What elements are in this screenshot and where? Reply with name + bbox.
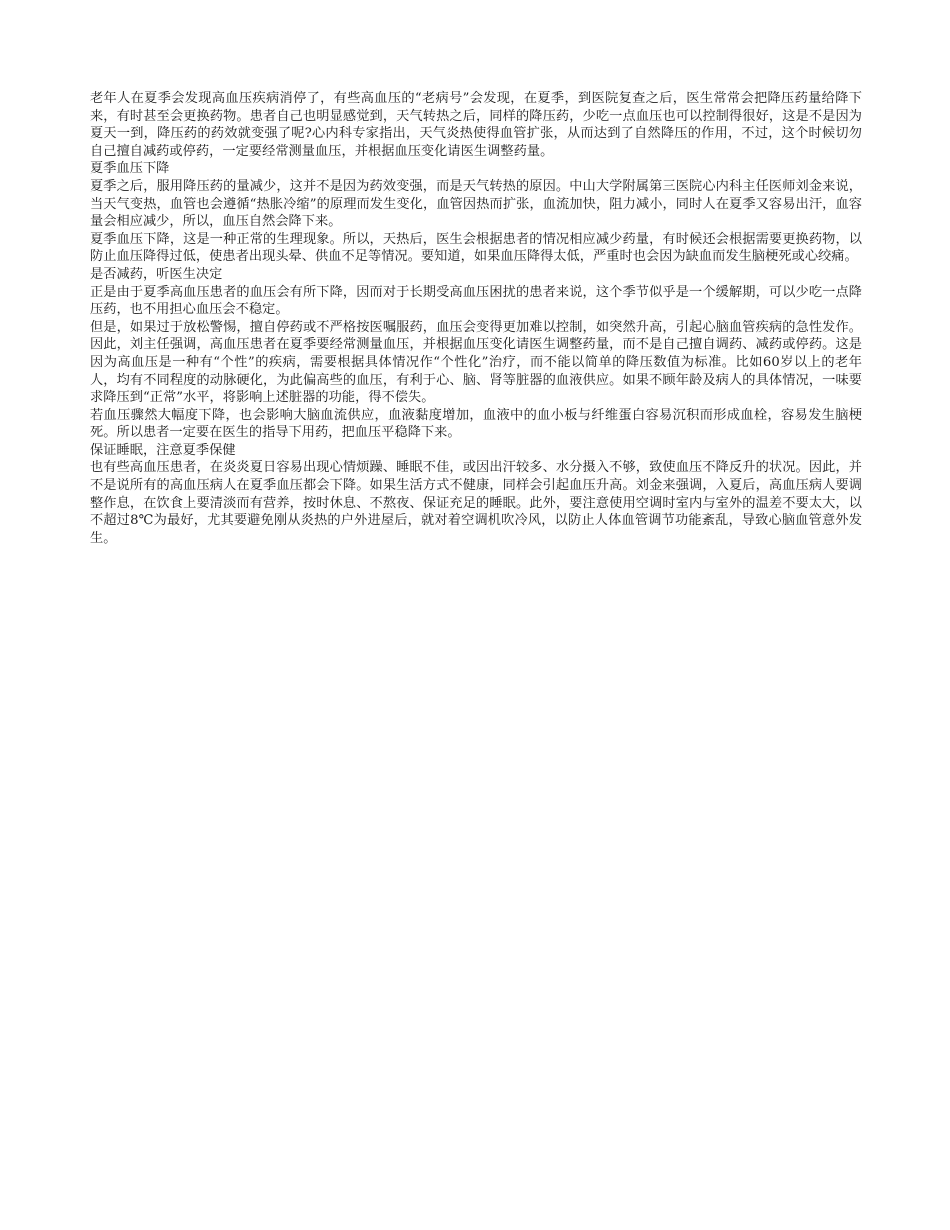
section-heading-summer-bp-drop: 夏季血压下降 [90, 161, 170, 177]
section-heading-reduce-medication: 是否减药，听医生决定 [90, 266, 223, 282]
paragraph-caution: 但是，如果过于放松警惕，擅自停药或不严格按医嘱服药，血压会变得更加难以控制，如突然升高，引起心脑血管疾病的急性发作。因此，刘主任强调，高血压患者在夏季要经常测量血压，并根据血压变化请医生调整药量，而不是自己擅自调药、减药或停药。这是因为高血压是一种有“个性”的疾病，需要根据具体情况作“个性化”治疗，而不能以简单的降压数值为标准。比如60岁以上的老年人，均有不同程度的动脉硬化，为此偏高些的血压，有利于心、脑、肾等脏器的血液供应。如果不顾年龄及病人的具体情况，一味要求降压到“正常”水平，将影响上述脏器的功能，得不偿失。 [90, 319, 862, 406]
paragraph-summer-cause: 夏季之后，服用降压药的量减少，这并不是因为药效变强，而是天气转热的原因。中山大学附属第三医院心内科主任医师刘金来说，当天气变热，血管也会遵循“热胀冷缩”的原理而发生变化，血管因热而扩张，血流加快，阻力减小，同时人在夏季又容易出汗，血容量会相应减少，所以，血压自然会降下来。 [90, 178, 862, 230]
paragraph-sudden-drop: 若血压骤然大幅度下降，也会影响大脑血流供应，血液黏度增加，血液中的血小板与纤维蛋白容易沉积而形成血栓，容易发生脑梗死。所以患者一定要在医生的指导下用药，把血压平稳降下来。 [90, 407, 862, 441]
paragraph-relief-period: 正是由于夏季高血压患者的血压会有所下降，因而对于长期受高血压困扰的患者来说，这个季节似乎是一个缓解期，可以少吃一点降压药，也不用担心血压会不稳定。 [90, 284, 862, 318]
article-body [90, 90, 862, 547]
section-heading-sleep-care: 保证睡眠，注意夏季保健 [90, 442, 236, 458]
paragraph-normal-phenomenon: 夏季血压下降，这是一种正常的生理现象。所以，天热后，医生会根据患者的情况相应减少药量，有时候还会根据需要更换药物，以防止血压降得过低，使患者出现头晕、供血不足等情况。要知道，如果血压降得太低，严重时也会因为缺血而发生脑梗死或心绞痛。 [90, 231, 862, 265]
paragraph-sleep-advice: 也有些高血压患者，在炎炎夏日容易出现心情烦躁、睡眠不佳，或因出汗较多、水分摄入不够，致使血压不降反升的状况。因此，并不是说所有的高血压病人在夏季血压都会下降。如果生活方式不健康，同样会引起血压升高。刘金来强调，入夏后，高血压病人要调整作息，在饮食上要清淡而有营养，按时休息、不熬夜、保证充足的睡眠。此外，要注意使用空调时室内与室外的温差不要太大，以不超过8℃为最好，尤其要避免刚从炎热的户外进屋后，就对着空调机吹冷风，以防止人体血管调节功能紊乱，导致心脑血管意外发生。 [90, 460, 862, 546]
intro-paragraph: 老年人在夏季会发现高血压疾病消停了，有些高血压的“老病号”会发现，在夏季，到医院复查之后，医生常常会把降压药量给降下来，有时甚至会更换药物。患者自己也明显感觉到，天气转热之后，同样的降压药，少吃一点血压也可以控制得很好，这是不是因为夏天一到，降压药的药效就变强了呢?心内科专家指出，天气炎热使得血管扩张，从而达到了自然降压的作用，不过，这个时候切勿自己擅自减药或停药，一定要经常测量血压，并根据血压变化请医生调整药量。 [90, 91, 862, 159]
